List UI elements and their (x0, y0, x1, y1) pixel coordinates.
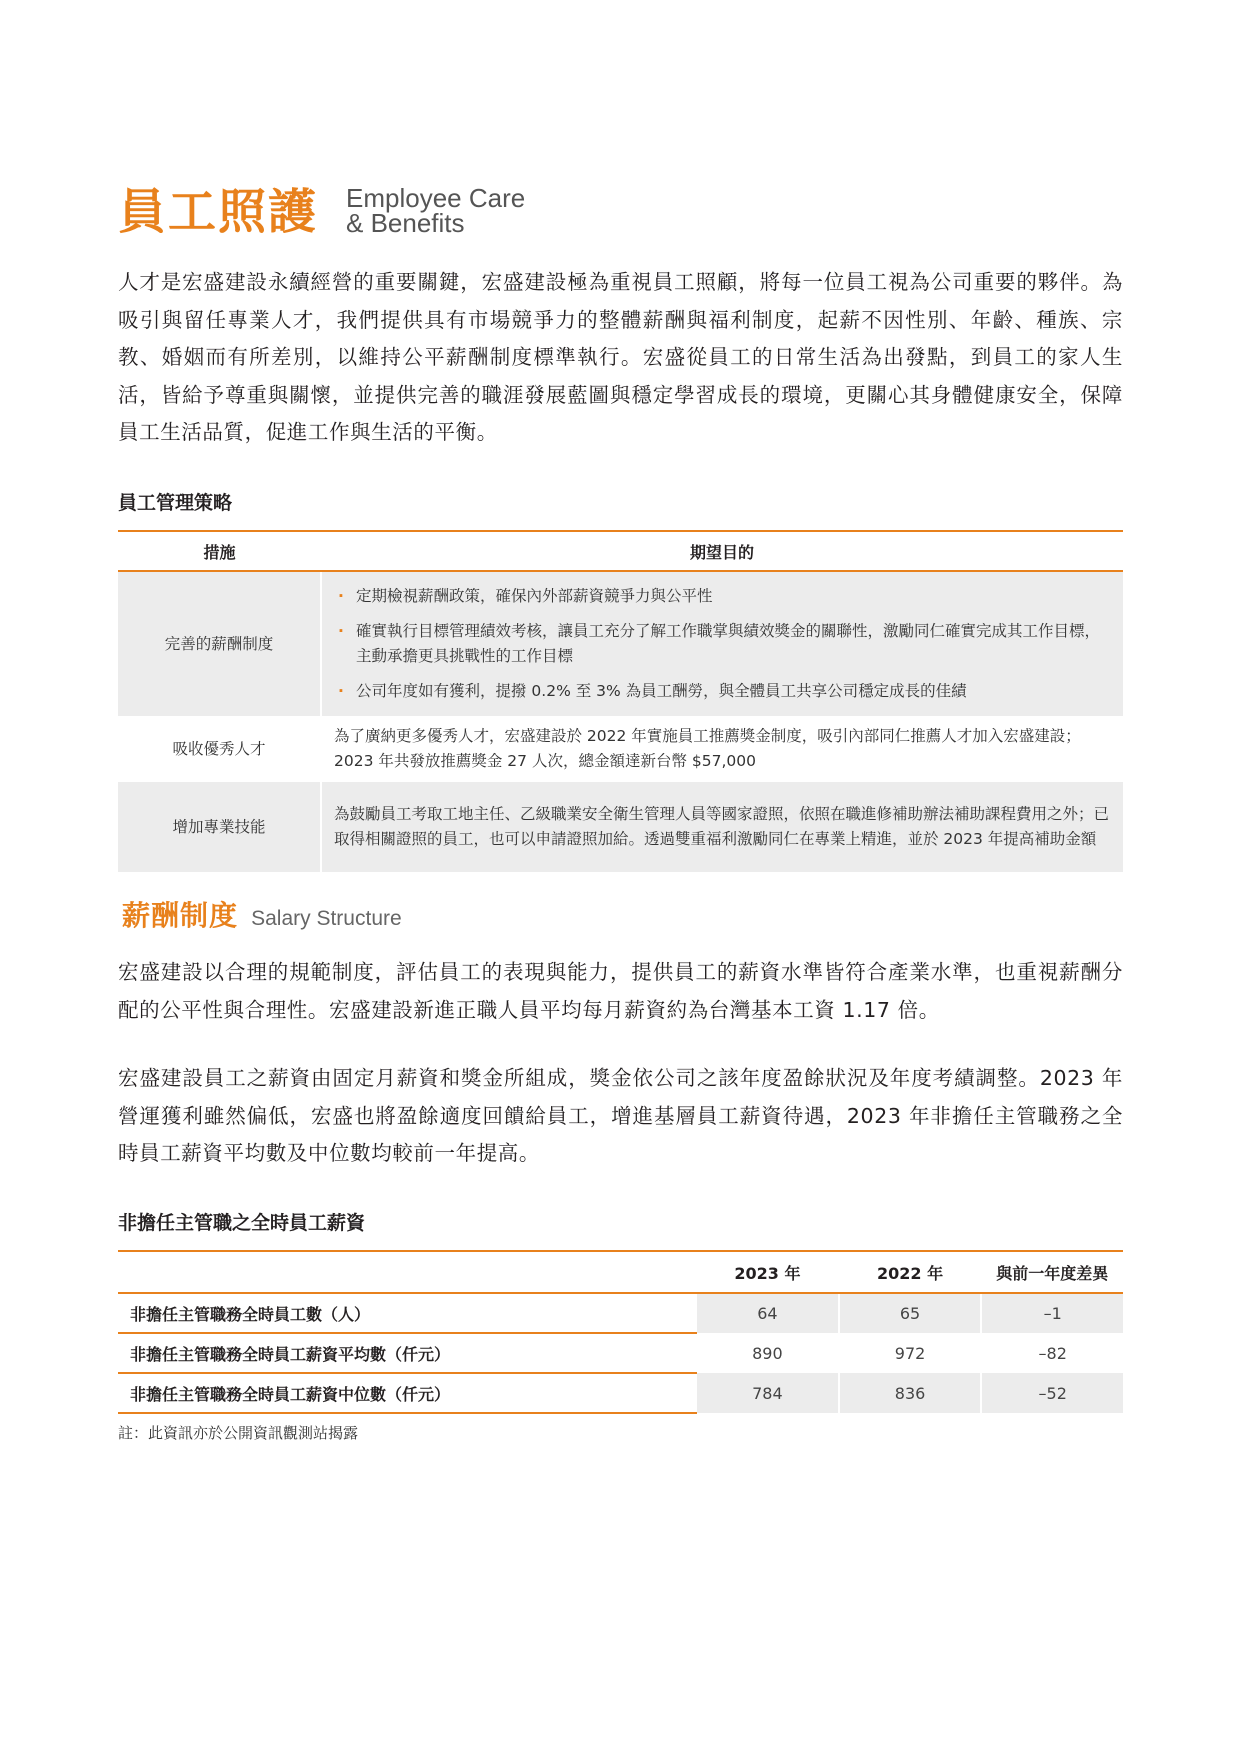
table-row (118, 1293, 1123, 1333)
footnote: 註：此資訊亦於公開資訊觀測站揭露 (118, 1424, 359, 1442)
row-label: 非擔任主管職務全時員工薪資中位數（仟元） (118, 1373, 696, 1413)
title-chinese: 員工照護 (118, 184, 319, 240)
value-2022: 972 (839, 1333, 982, 1373)
salary-section-title (122, 894, 402, 934)
strategy-title: 員工管理策略 (118, 492, 233, 514)
col-diff-header: 與前一年度差異 (981, 1251, 1123, 1293)
salary-header-row (118, 1251, 1123, 1293)
list-item: · 定期檢視薪酬政策，確保內外部薪資競爭力與公平性 (334, 584, 1111, 609)
col-goal-header: 期望目的 (321, 531, 1123, 571)
value-2023: 890 (696, 1333, 839, 1373)
goal-cell: 為了廣納更多優秀人才，宏盛建設於 2022 年實施員工推薦獎金制度，吸引內部同仁推薦人才加入宏盛建設；2023 年共發放推薦獎金 27 人次，總金額達新台幣 $57,000 (334, 727, 1081, 770)
value-diff: –82 (981, 1333, 1123, 1373)
table-row (118, 716, 1123, 782)
value-2022: 65 (839, 1293, 982, 1333)
salary-table (118, 1250, 1123, 1414)
goal-cell: 為鼓勵員工考取工地主任、乙級職業安全衛生管理人員等國家證照，依照在職進修補助辦法補助課程費用之外；已取得相關證照的員工，也可以申請證照加給。透過雙重福利激勵同仁在專業上精進，並於 2023 年提高補助金額 (321, 782, 1123, 872)
goal-cell (321, 571, 1123, 716)
value-2023: 784 (696, 1373, 839, 1413)
salary-title-chinese: 薪酬制度 (122, 899, 239, 932)
strategy-header-row (118, 531, 1123, 571)
measure-cell: 增加專業技能 (118, 782, 321, 872)
measure-cell: 吸收優秀人才 (118, 716, 321, 782)
row-label: 非擔任主管職務全時員工薪資平均數（仟元） (118, 1333, 696, 1373)
measure-cell: 完善的薪酬制度 (118, 571, 321, 716)
value-2023: 64 (696, 1293, 839, 1333)
salary-title-english: Salary Structure (251, 907, 402, 930)
col-2022-header: 2022 年 (839, 1251, 982, 1293)
table-row (118, 571, 1123, 716)
table-row (118, 1333, 1123, 1373)
goal-bullet-list (334, 584, 1111, 704)
list-item: · 確實執行目標管理績效考核，讓員工充分了解工作職掌與績效獎金的關聯性，激勵同仁確實完成其工作目標，主動承擔更具挑戰性的工作目標 (334, 619, 1111, 669)
salary-table-title: 非擔任主管職之全時員工薪資 (118, 1212, 366, 1234)
table-row (118, 782, 1123, 872)
col-measure-header: 措施 (118, 531, 321, 571)
row-label: 非擔任主管職務全時員工數（人） (118, 1293, 696, 1333)
table-row (118, 1373, 1123, 1413)
value-diff: –52 (981, 1373, 1123, 1413)
list-item: · 公司年度如有獲利，提撥 0.2% 至 3% 為員工酬勞，與全體員工共享公司穩定成長的佳績 (334, 679, 1111, 704)
salary-paragraph-2: 宏盛建設員工之薪資由固定月薪資和獎金所組成，獎金依公司之該年度盈餘狀況及年度考績調整。2023 年營運獲利雖然偏低，宏盛也將盈餘適度回饋給員工，增進基層員工薪資待遇，2023 年非擔任主管職務之全時員工薪資平均數及中位數均較前一年提高。 (118, 1066, 1123, 1165)
value-2022: 836 (839, 1373, 982, 1413)
title-english-line2: & Benefits (346, 208, 465, 238)
col-2023-header: 2023 年 (696, 1251, 839, 1293)
value-diff: –1 (981, 1293, 1123, 1333)
salary-paragraph-1: 宏盛建設以合理的規範制度，評估員工的表現與能力，提供員工的薪資水準皆符合產業水準，也重視薪酬分配的公平性與合理性。宏盛建設新進正職人員平均每月薪資約為台灣基本工資 1.17 倍。 (118, 960, 1123, 1022)
row-label-header (118, 1251, 696, 1293)
intro-paragraph: 人才是宏盛建設永續經營的重要關鍵，宏盛建設極為重視員工照顧，將每一位員工視為公司重要的夥伴。為吸引與留任專業人才，我們提供具有市場競爭力的整體薪酬與福利制度，起薪不因性別、年齡、種族、宗教、婚姻而有所差別，以維持公平薪酬制度標準執行。宏盛從員工的日常生活為出發點，到員工的家人生活，皆給予尊重與關懷，並提供完善的職涯發展藍圖與穩定學習成長的環境，更關心其身體健康安全，保障員工生活品質，促進工作與生活的平衡。 (118, 270, 1123, 444)
title-english-line1: Employee Care (346, 183, 526, 213)
title-english (346, 183, 526, 238)
strategy-table (118, 530, 1123, 872)
